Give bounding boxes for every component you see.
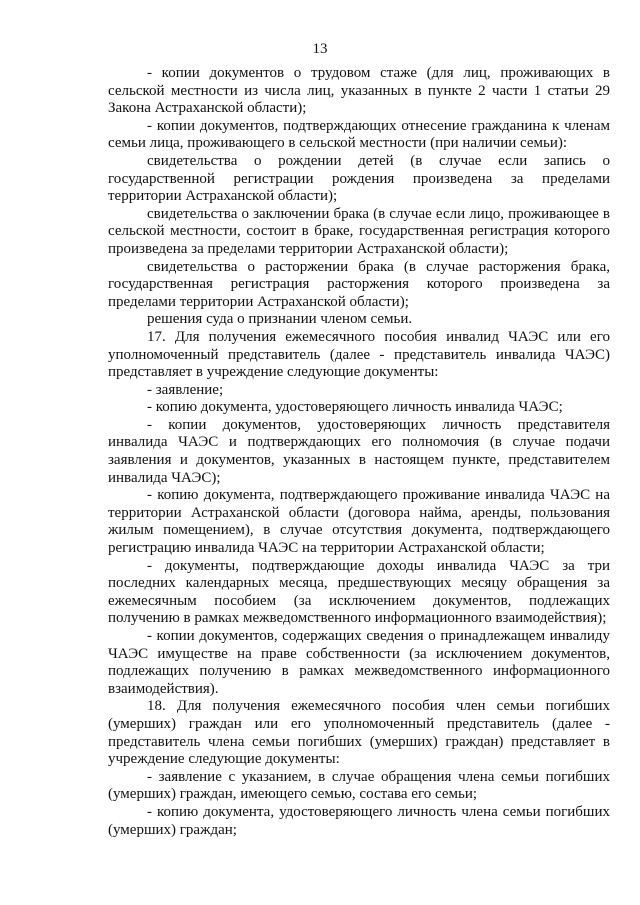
page-number: 13	[312, 41, 328, 57]
paragraph: - заявление;	[147, 381, 224, 398]
paragraph: - копии документов, удостоверяющих личность представителя инвалида ЧАЭС и подтверждающих его полномочия (в случае подачи заявления и документов, указанных в настоящем пункте, представителем инвалида ЧАЭС);	[108, 416, 610, 486]
paragraph: 17. Для получения ежемесячного пособия инвалид ЧАЭС или его уполномоченный представитель (далее - представитель инвалида ЧАЭС) представляет в учреждение следующие документы:	[108, 328, 610, 381]
paragraph: - копии документов, содержащих сведения о принадлежащем инвалиду ЧАЭС имуществе на праве собственности (за исключением документов, подлежащих получению в рамках межведомственного информационного взаимодействия).	[108, 628, 610, 697]
paragraph: свидетельства о рождении детей (в случае если запись о государственной регистрации рождения произведена за пределами территории Астраханской области);	[108, 152, 610, 205]
paragraph: решения суда о признании членом семьи.	[147, 311, 413, 328]
paragraph: - копию документа, удостоверяющего личность члена семьи погибших (умерших) граждан;	[108, 803, 610, 838]
paragraph: свидетельства о расторжении брака (в случае расторжения брака, государственная регистрация расторжения которого произведена за пределами территории Астраханской области);	[108, 258, 610, 310]
document-body	[108, 65, 610, 839]
paragraph: - копии документов о трудовом стаже (для лиц, проживающих в сельской местности из числа лиц, указанных в пункте 2 части 1 статьи 29 Закона Астраханской области);	[108, 65, 610, 117]
paragraph: - копию документа, удостоверяющего личность инвалида ЧАЭС;	[147, 399, 563, 416]
paragraph: свидетельства о заключении брака (в случае если лицо, проживающее в сельской местности, состоит в браке, государственная регистрация которого произведена за пределами территории Астраханской области);	[108, 205, 610, 257]
paragraph: 18. Для получения ежемесячного пособия член семьи погибших (умерших) граждан или его уполномоченный представитель (далее - представитель члена семьи погибших (умерших) граждан) представляет в учреждение следующие документы:	[108, 698, 610, 768]
paragraph: - копии документов, подтверждающих отнесение гражданина к членам семьи лица, проживающего в сельской местности (при наличии семьи):	[108, 117, 610, 152]
paragraph: - копию документа, подтверждающего проживание инвалида ЧАЭС на территории Астраханской области (договора найма, аренды, пользования жилым помещением), в случае отсутствия документа, подтверждающего регистрацию инвалида ЧАЭС на территории Астраханской области;	[108, 487, 610, 557]
paragraph: - документы, подтверждающие доходы инвалида ЧАЭС за три последних календарных месяца, предшествующих месяцу обращения за ежемесячным пособием (за исключением документов, подлежащих получению в рамках межведомственного информационного взаимодействия);	[108, 557, 610, 627]
paragraph: - заявление с указанием, в случае обращения члена семьи погибших (умерших) граждан, имеющего семью, состава его семьи;	[108, 768, 610, 803]
